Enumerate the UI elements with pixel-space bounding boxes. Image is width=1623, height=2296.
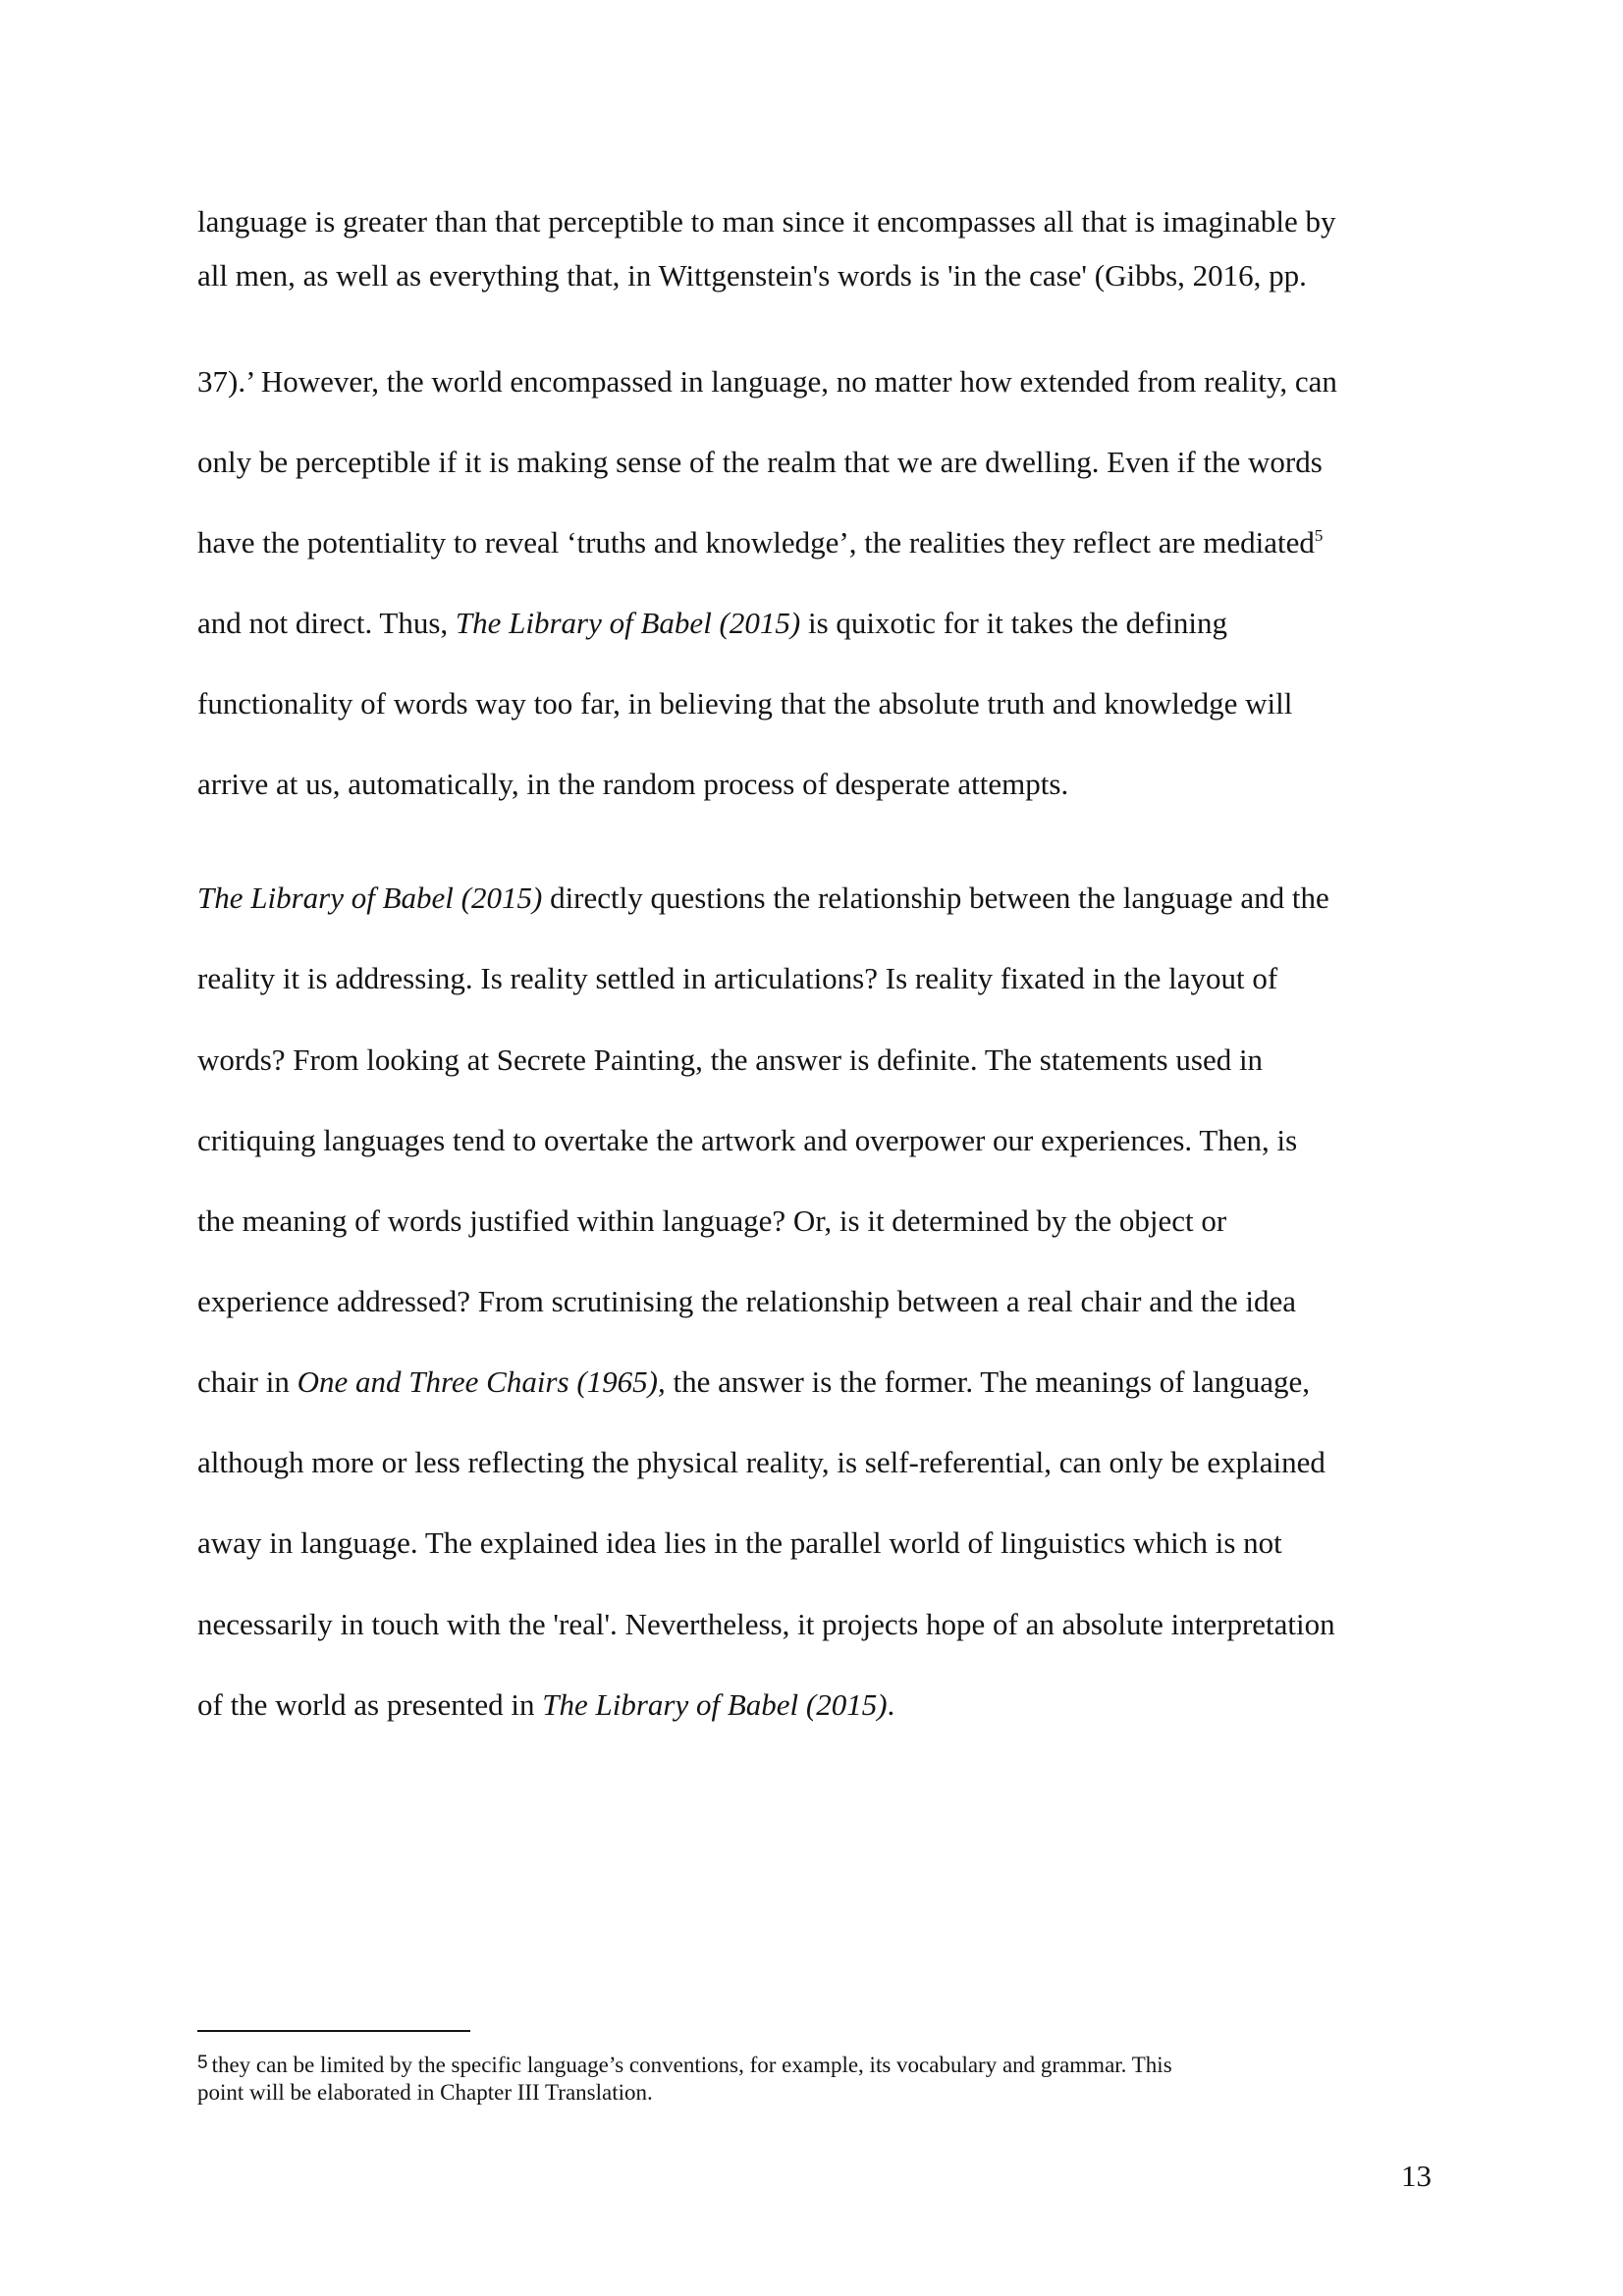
p1-line-5-text: have the potentiality to reveal ‘truths and knowledge’, the realities they reflect are mediated xyxy=(197,525,1315,560)
p2-line-4: critiquing languages tend to overtake the artwork and overpower our experiences. Then, is xyxy=(197,1123,1298,1157)
artwork-title: The Library of Babel (2015) xyxy=(455,606,801,640)
p2-line-7-pre: chair in xyxy=(197,1364,298,1399)
p2-line-7-post: the answer is the former. The meanings of language, xyxy=(665,1364,1310,1399)
page-number: 13 xyxy=(1401,2159,1432,2193)
p2-line-10: necessarily in touch with the 'real'. Nevertheless, it projects hope of an absolute interpretation xyxy=(197,1607,1335,1641)
p1-line-6 xyxy=(197,605,1227,642)
footnote-mark: 5 xyxy=(197,2053,208,2073)
p2-line-5: the meaning of words justified within language? Or, is it determined by the object or xyxy=(197,1203,1227,1238)
p1-line-8: arrive at us, automatically, in the random process of desperate attempts. xyxy=(197,767,1069,801)
p2-line-2: reality it is addressing. Is reality settled in articulations? Is reality fixated in the layout of xyxy=(197,961,1278,995)
p2-line-1 xyxy=(197,880,1329,917)
p2-line-11-pre: of the world as presented in xyxy=(197,1687,543,1722)
footnote-text-1: they can be limited by the specific language’s conventions, for example, its vocabulary and grammar. This xyxy=(211,2053,1172,2077)
artwork-title: One and Three Chairs (1965), xyxy=(297,1364,666,1399)
p2-line-11-post: . xyxy=(887,1687,895,1722)
p1-line-6-pre: and not direct. Thus, xyxy=(197,606,456,640)
p2-line-3: words? From looking at Secrete Painting, the answer is definite. The statements used in xyxy=(197,1042,1264,1077)
p2-line-6: experience addressed? From scrutinising the relationship between a real chair and the idea xyxy=(197,1284,1296,1318)
p1-line-3: 37).’ However, the world encompassed in language, no matter how extended from reality, can xyxy=(197,364,1337,399)
footnote-line-1 xyxy=(197,2052,1172,2081)
p2-line-11 xyxy=(197,1686,894,1724)
artwork-title: The Library of Babel (2015) xyxy=(542,1687,888,1722)
artwork-title: The Library of Babel (2015) xyxy=(197,881,543,915)
p2-line-1-post: directly questions the relationship between the language and the xyxy=(542,881,1329,915)
p1-line-4: only be perceptible if it is making sense of the realm that we are dwelling. Even if the words xyxy=(197,445,1323,479)
p1-line-5 xyxy=(197,524,1323,566)
p1-line-2: all men, as well as everything that, in Wittgenstein's words is 'in the case' (Gibbs, 2016, pp. xyxy=(197,258,1307,293)
footnote-reference[interactable]: 5 xyxy=(1314,526,1324,545)
p1-line-6-post: is quixotic for it takes the defining xyxy=(800,606,1227,640)
p2-line-8: although more or less reflecting the physical reality, is self-referential, can only be explained xyxy=(197,1445,1325,1479)
footnote-line-2: point will be elaborated in Chapter III Translation. xyxy=(197,2080,653,2105)
p2-line-9: away in language. The explained idea lies in the parallel world of linguistics which is not xyxy=(197,1525,1282,1560)
p2-line-7 xyxy=(197,1363,1310,1401)
footnote-separator xyxy=(197,2030,470,2032)
p1-line-1: language is greater than that perceptible to man since it encompasses all that is imaginable by xyxy=(197,204,1336,239)
p1-line-7: functionality of words way too far, in believing that the absolute truth and knowledge will xyxy=(197,686,1293,721)
